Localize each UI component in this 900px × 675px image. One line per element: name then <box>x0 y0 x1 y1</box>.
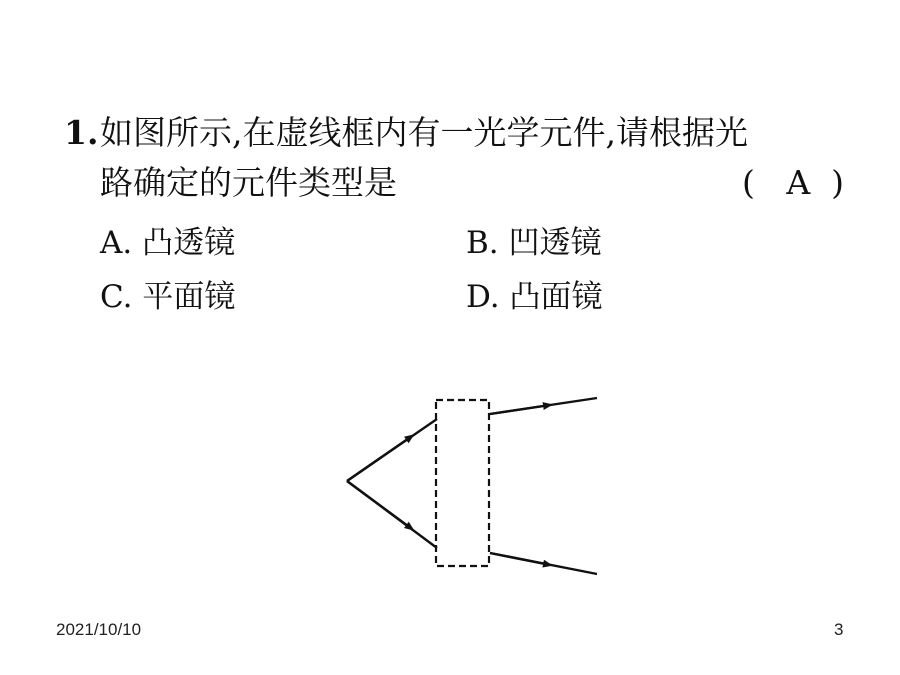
outgoing-ray-lower <box>490 553 597 574</box>
question-text-line-2: 路确定的元件类型是 <box>100 163 397 202</box>
answer-bracket: ( A ) <box>741 163 844 202</box>
question-text-line-1: 如图所示,在虚线框内有一光学元件,请根据光 <box>100 113 748 152</box>
question-block <box>64 108 854 208</box>
option-b: B. 凹透镜 <box>466 225 602 261</box>
option-a: A. 凸透镜 <box>100 225 236 261</box>
option-c: C. 平面镜 <box>100 279 236 315</box>
question-number: 1. <box>64 113 99 152</box>
footer-date: 2021/10/10 <box>56 620 142 639</box>
options-row-2 <box>100 270 740 324</box>
options-list <box>100 216 740 324</box>
option-d: D. 凸面镜 <box>466 279 603 315</box>
page-number: 3 <box>834 620 844 639</box>
dashed-element-box <box>436 400 489 566</box>
question-line-1 <box>64 108 854 158</box>
optics-diagram <box>340 388 610 588</box>
options-row-1 <box>100 216 740 270</box>
incident-ray-upper <box>347 419 437 481</box>
incident-ray-lower <box>347 481 437 548</box>
question-line-2 <box>64 158 854 208</box>
outgoing-ray-upper <box>490 398 597 414</box>
